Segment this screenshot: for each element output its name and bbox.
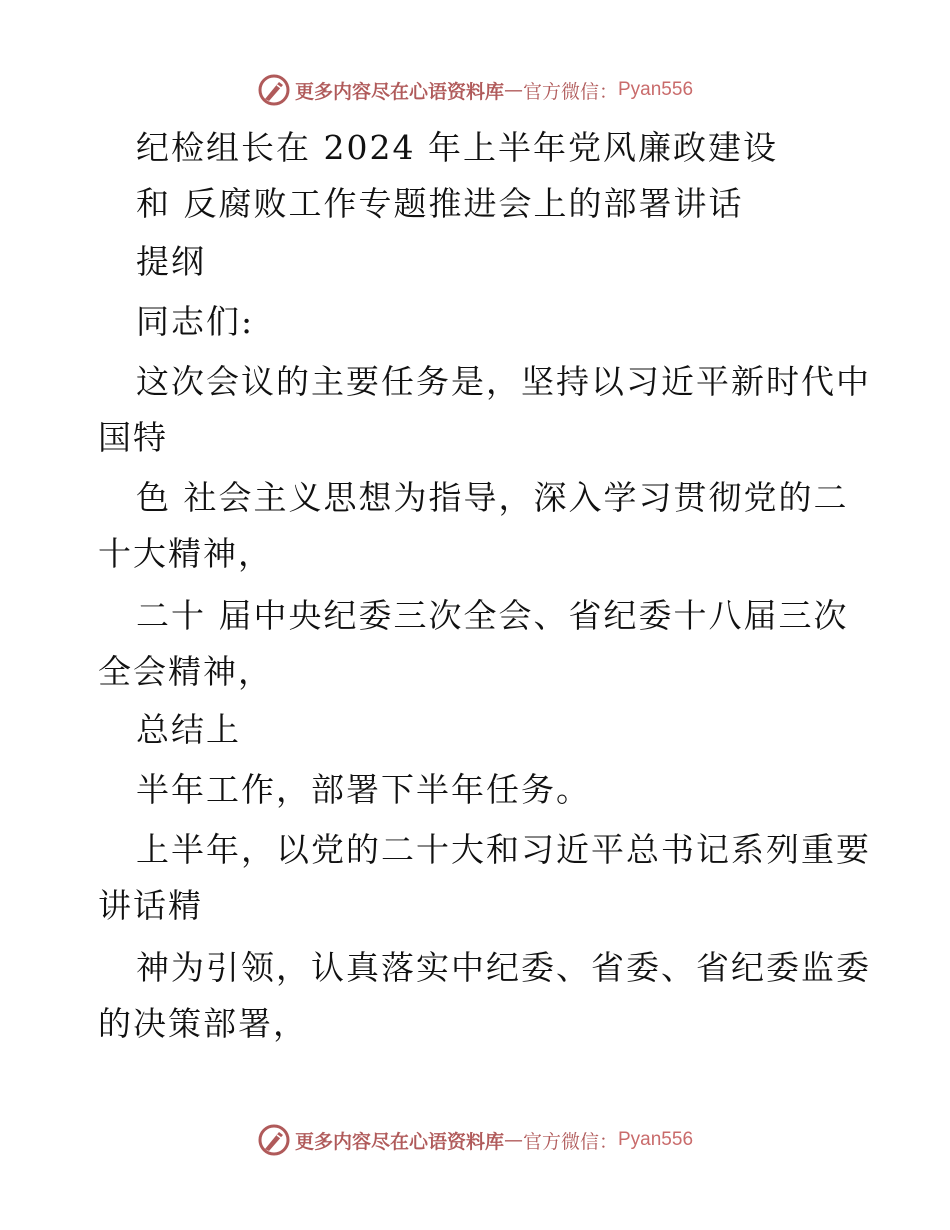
paragraph-line: 十大精神， — [98, 534, 273, 573]
paragraph-line: 这次会议的主要任务是，坚持以习近平新时代中 — [136, 362, 871, 401]
paragraph-line: 半年工作，部署下半年任务。 — [136, 770, 591, 809]
banner-dash: — — [503, 79, 523, 101]
banner-wechat-id: Pyan556 — [618, 79, 694, 100]
quill-pen-logo-icon — [257, 73, 291, 107]
paragraph-line: 的决策部署， — [98, 1004, 308, 1043]
paragraph-line: 总结上 — [136, 710, 241, 749]
footer-brand: 更多内容尽在心语资料库 — [294, 1130, 504, 1153]
footer-banner — [0, 1120, 950, 1160]
header-banner — [0, 70, 950, 110]
quill-pen-logo-icon — [257, 1123, 291, 1157]
paragraph-line: 上半年，以党的二十大和习近平总书记系列重要 — [136, 830, 871, 869]
paragraph-line: 二十 届中央纪委三次全会、省纪委十八届三次 — [136, 596, 849, 635]
title-line-3: 提纲 — [136, 242, 206, 281]
banner-brand: 更多内容尽在心语资料库 — [294, 80, 504, 103]
footer-wechat-label: 官方微信： — [522, 1130, 618, 1153]
paragraph-line: 讲话精 — [98, 886, 203, 925]
paragraph-line: 神为引领，认真落实中纪委、省委、省纪委监委 — [136, 948, 871, 987]
paragraph-line: 国特 — [98, 418, 168, 457]
footer-wechat-id: Pyan556 — [618, 1129, 694, 1150]
title-line-2: 和 反腐败工作专题推进会上的部署讲话 — [136, 184, 744, 223]
salutation: 同志们: — [136, 302, 255, 341]
paragraph-line: 全会精神， — [98, 652, 273, 691]
paragraph-line: 色 社会主义思想为指导，深入学习贯彻党的二 — [136, 478, 849, 517]
banner-wechat-label: 官方微信： — [522, 80, 618, 103]
footer-dash: — — [503, 1129, 523, 1151]
title-line-1: 纪检组长在 2024 年上半年党风廉政建设 — [136, 128, 778, 167]
